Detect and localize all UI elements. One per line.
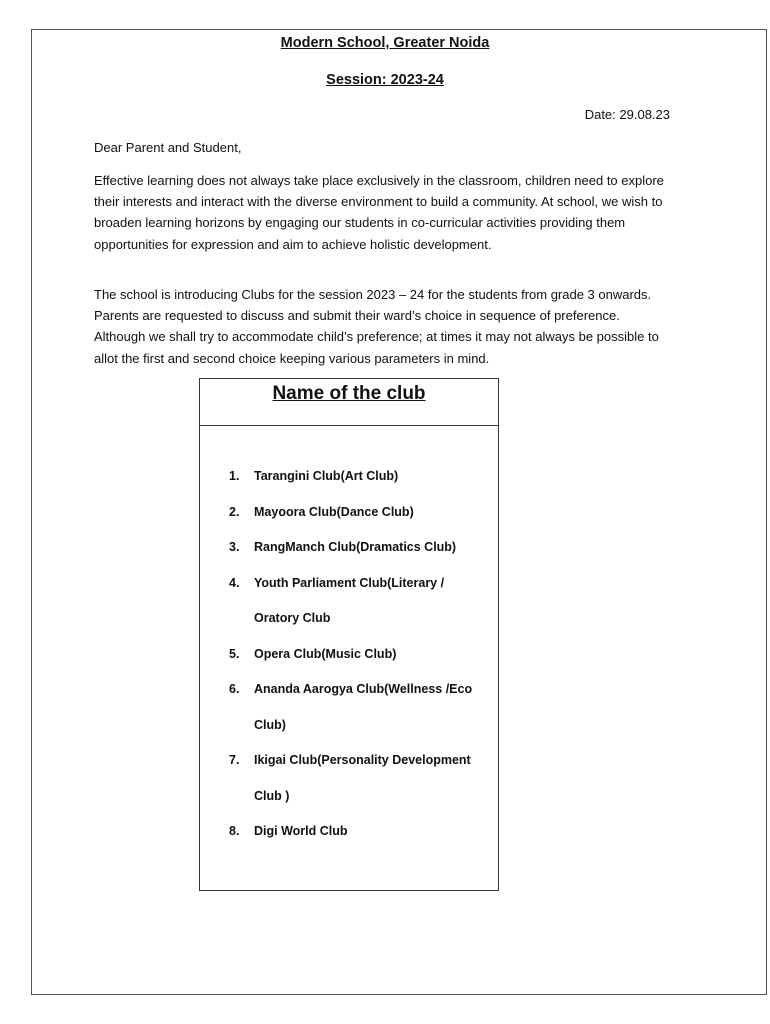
club-item	[200, 495, 500, 531]
club-item	[200, 814, 500, 850]
club-number: 8.	[229, 824, 240, 838]
club-name-continued: Oratory Club	[254, 611, 331, 625]
club-name: Youth Parliament Club(Literary /	[254, 575, 445, 590]
club-number: 5.	[229, 646, 240, 661]
paragraph-clubs: The school is introducing Clubs for the session 2023 – 24 for the students from grade 3 onwards. Parents are requested to discuss and submit their ward’s choice in sequence of preference. Although we shall try to accommodate child’s preference; at times it may not always be possible to allot the first and second choice keeping various parameters in mind.	[94, 287, 659, 366]
club-list-header	[200, 379, 498, 426]
club-name: Digi World Club	[254, 824, 348, 838]
school-title: Modern School, Greater Noida	[280, 35, 490, 51]
club-number: 6.	[229, 682, 240, 696]
club-name-continued: Club )	[254, 788, 290, 803]
club-number: 7.	[229, 753, 240, 767]
club-name: Mayoora Club(Dance Club)	[254, 504, 414, 519]
salutation: Dear Parent and Student,	[94, 140, 242, 155]
club-number: 4.	[229, 575, 240, 590]
club-item	[200, 530, 500, 566]
club-item	[200, 672, 500, 743]
paragraph-intro: Effective learning does not always take place exclusively in the classroom, children need to explore their interests and interact with the diverse environment to build a community. At school, we wish to broaden learning horizons by engaging our students in co-curricular activities providing them opportunities for expression and aim to achieve holistic development.	[94, 173, 664, 252]
club-number: 2.	[229, 504, 240, 519]
session-title: Session: 2023-24	[326, 72, 444, 88]
club-name: Tarangini Club(Art Club)	[254, 469, 399, 483]
club-list	[200, 459, 500, 850]
club-item	[200, 566, 500, 637]
club-list-heading: Name of the club	[272, 383, 426, 404]
club-item	[200, 459, 500, 495]
club-item	[200, 743, 500, 814]
club-list-box	[199, 378, 499, 891]
letter-date: Date: 29.08.23	[584, 107, 670, 122]
club-number: 3.	[229, 540, 240, 554]
club-item	[200, 637, 500, 673]
club-name: RangManch Club(Dramatics Club)	[254, 540, 457, 554]
club-name-continued: Club)	[254, 717, 286, 732]
club-name: Opera Club(Music Club)	[254, 646, 397, 661]
club-name: Ananda Aarogya Club(Wellness /Eco	[254, 682, 473, 696]
club-name: Ikigai Club(Personality Development	[254, 753, 471, 767]
club-number: 1.	[229, 469, 240, 483]
